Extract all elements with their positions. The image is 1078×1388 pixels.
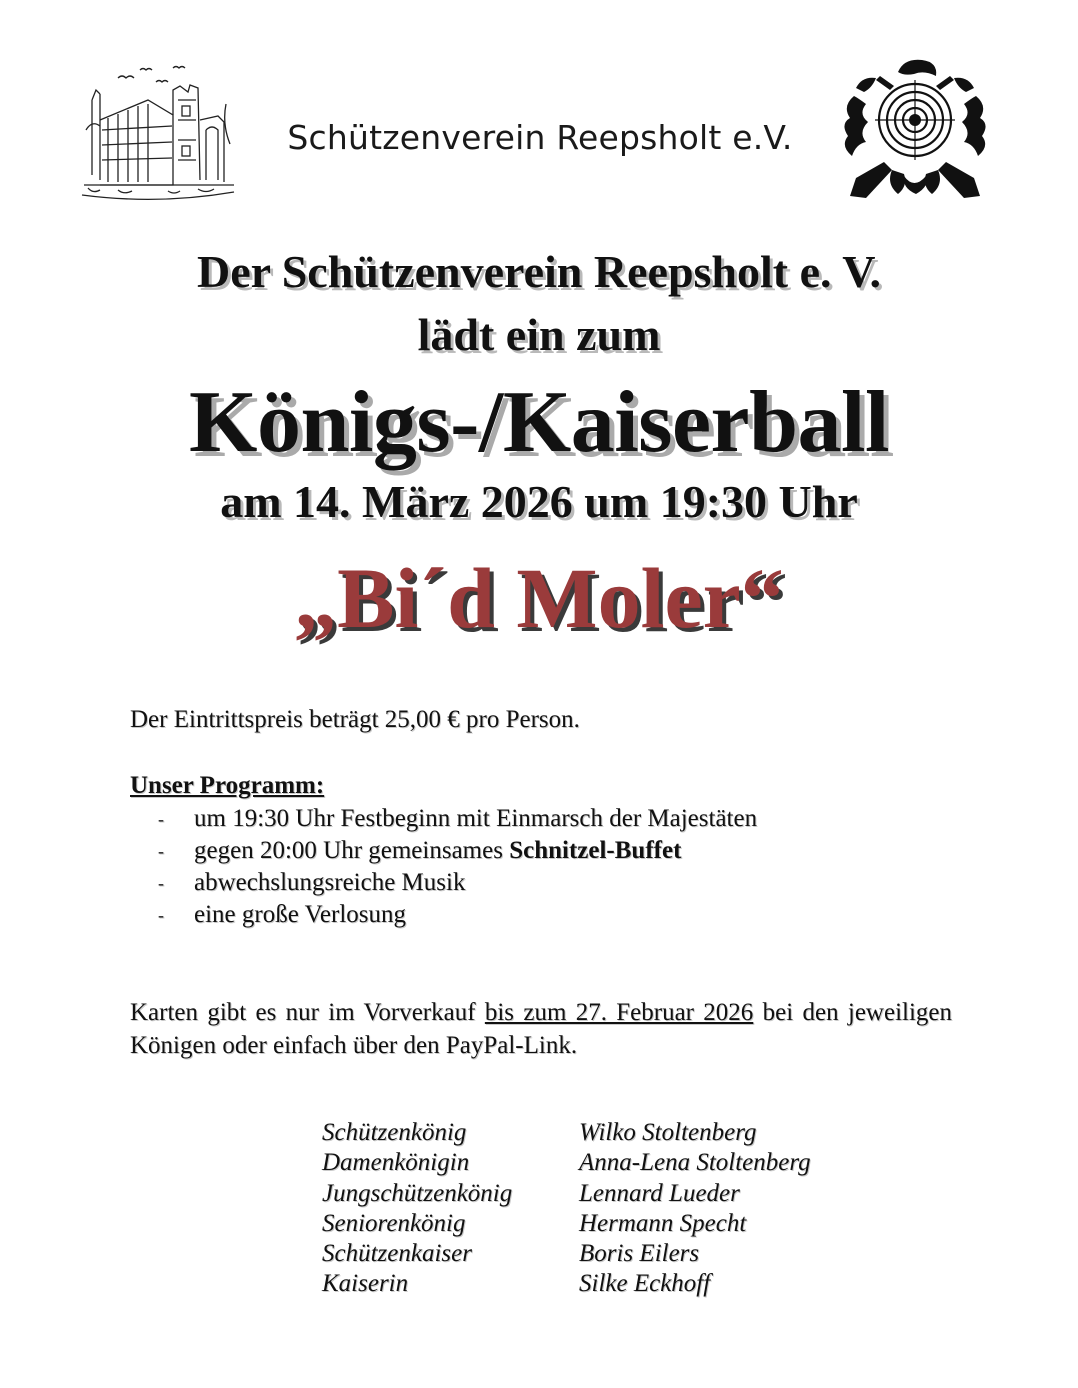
roster-name: Lennard Lueder [579,1179,740,1207]
bullet-dash: - [158,873,164,893]
table-row [322,1179,811,1209]
event-title: Königs-/Kaiserball [189,374,889,471]
roster-title: Kaiserin [322,1270,409,1298]
roster-title: Schützenkaiser [322,1240,472,1268]
band-name: „Bi´d Moler“ [294,550,784,646]
invitation-line-2: lädt ein zum [417,309,661,360]
invitation-line-1: Der Schützenverein Reepsholt e. V. [196,246,881,297]
tickets-info [130,996,952,1062]
roster-name: Anna-Lena Stoltenberg [579,1149,811,1177]
majesties-roster [322,1118,811,1300]
table-row [322,1148,811,1178]
club-name-header: Schützenverein Reepsholt e.V. [287,118,793,157]
programm-item-text: um 19:30 Uhr Festbeginn mit Einmarsch der Majestäten [194,805,758,832]
programm-item-text: abwechslungsreiche Musik [194,869,466,896]
list-item [150,899,757,931]
programm-item-text: gegen 20:00 Uhr gemeinsames [194,837,510,864]
entry-price-text: Der Eintrittspreis beträgt 25,00 € pro Person. [130,706,580,733]
roster-title: Schützenkönig [322,1119,467,1146]
list-item [150,803,757,835]
list-item [150,867,757,899]
church-ruin-sketch-icon [78,60,238,210]
target-crest-emblem-icon [836,58,994,204]
table-row [322,1239,811,1269]
programm-heading: Unser Programm: [130,772,325,799]
list-item [150,835,757,867]
roster-name: Boris Eilers [579,1240,700,1268]
event-date-time: am 14. März 2026 um 19:30 Uhr [220,476,858,527]
roster-title: Jungschützenkönig [322,1179,513,1207]
tickets-text-1: Karten gibt es nur im Vorverkauf [130,999,485,1026]
table-row [322,1209,811,1239]
table-row [322,1118,811,1148]
programm-item-bold: Schnitzel-Buffet [509,837,682,864]
tickets-text-2: bei den jeweiligen Königen oder einfach über den PayPal-Link. [130,999,953,1059]
roster-title: Damenkönigin [322,1149,470,1177]
roster-name: Wilko Stoltenberg [579,1119,757,1146]
roster-name: Silke Eckhoff [579,1270,711,1298]
bullet-dash: - [158,905,164,925]
roster-title: Seniorenkönig [322,1209,466,1237]
bullet-dash: - [158,841,164,861]
bullet-dash: - [158,809,164,829]
programm-item-text: eine große Verlosung [194,901,406,928]
roster-name: Hermann Specht [579,1209,747,1237]
programm-list [150,803,757,931]
tickets-deadline: bis zum 27. Februar 2026 [484,999,754,1026]
table-row [322,1269,811,1299]
